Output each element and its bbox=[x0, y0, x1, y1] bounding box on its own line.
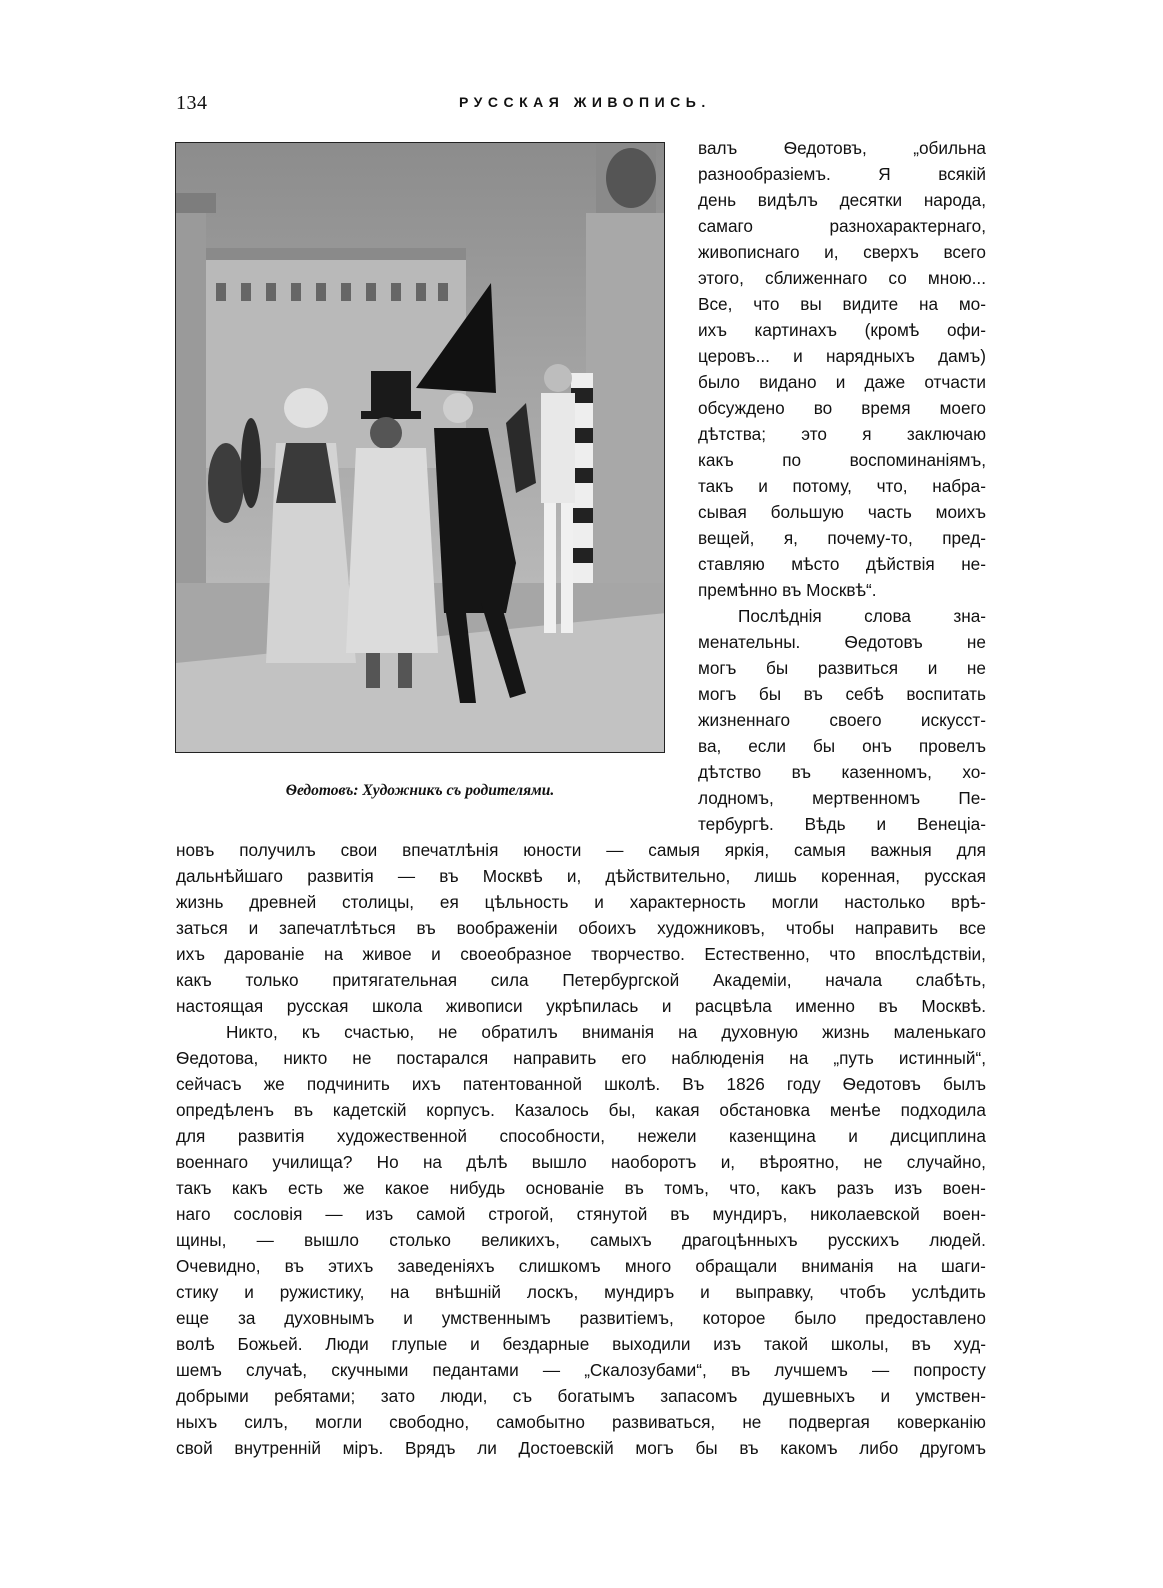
body-text-line: добрыми ребятами; зато люди, съ богатымъ запасомъ душевныхъ и умствен- bbox=[176, 1386, 986, 1406]
body-text-line: ныхъ силъ, могли свободно, самобытно развиваться, не подвергая коверканію bbox=[176, 1412, 986, 1432]
column-text-line: тербургѣ. Вѣдь и Венеціа- bbox=[698, 814, 986, 834]
body-text-line: наго сословія — изъ самой строгой, стянутой въ мундиръ, николаевской воен- bbox=[176, 1204, 986, 1224]
body-text-line: новъ получилъ свои впечатлѣнія юности — самыя яркія, самыя важныя для bbox=[176, 840, 986, 860]
page-number: 134 bbox=[176, 92, 208, 114]
body-text-line: сейчасъ же подчинить ихъ патентованной школѣ. Въ 1826 году Ѳедотовъ былъ bbox=[176, 1074, 986, 1094]
column-text-line: Послѣднія слова зна- bbox=[738, 606, 986, 626]
body-text-line: стику и ружистику, на внѣшній лоскъ, мундиръ и выправку, чтобъ услѣдить bbox=[176, 1282, 986, 1302]
column-text-line: обсуждено во время моего bbox=[698, 398, 986, 418]
body-text-line: щины, — вышло столько великихъ, самыхъ драгоцѣнныхъ русскихъ людей. bbox=[176, 1230, 986, 1250]
column-text-line: церовъ... и нарядныхъ дамъ) bbox=[698, 346, 986, 366]
column-text-line: ставляю мѣсто дѣйствія не- bbox=[698, 554, 986, 574]
body-text-line: такъ какъ есть же какое нибудь основаніе въ томъ, что, какъ разъ изъ воен- bbox=[176, 1178, 986, 1198]
body-text-line: ихъ дарованіе на живое и своеобразное творчество. Естественно, что впослѣдствіи, bbox=[176, 944, 986, 964]
column-text-line: дѣтства; это я заключаю bbox=[698, 424, 986, 444]
column-text-line: ва, если бы онъ провелъ bbox=[698, 736, 986, 756]
column-text-line: валъ Ѳедотовъ, „обильна bbox=[698, 138, 986, 158]
body-text-line: шемъ случаѣ, скучными педантами — „Скалозубами“, въ лучшемъ — попросту bbox=[176, 1360, 986, 1380]
column-text-line: живописнаго и, сверхъ всего bbox=[698, 242, 986, 262]
body-text-line: настоящая русская школа живописи укрѣпилась и расцвѣла именно въ Москвѣ. bbox=[176, 996, 986, 1016]
illustration bbox=[175, 142, 665, 753]
column-text-line: какъ по воспоминаніямъ, bbox=[698, 450, 986, 470]
column-text-line: премѣнно въ Москвѣ“. bbox=[698, 580, 877, 600]
running-title: РУССКАЯ ЖИВОПИСЬ. bbox=[459, 94, 711, 110]
body-text-line: жизнь древней столицы, ея цѣльность и характерность могли настолько врѣ- bbox=[176, 892, 986, 912]
body-text-line: какъ только притягательная сила Петербургской Академіи, начала слабѣть, bbox=[176, 970, 986, 990]
body-text-line: для развитія художественной способности, нежели казенщина и дисциплина bbox=[176, 1126, 986, 1146]
column-text-line: самаго разнохарактернаго, bbox=[698, 216, 986, 236]
column-text-line: день видѣлъ десятки народа, bbox=[698, 190, 986, 210]
column-text-line: разнообразіемъ. Я всякій bbox=[698, 164, 986, 184]
column-text-line: было видано и даже отчасти bbox=[698, 372, 986, 392]
body-text-line: свой внутренній міръ. Врядъ ли Достоевскій могъ бы въ какомъ либо другомъ bbox=[176, 1438, 986, 1458]
painting-artist-with-parents bbox=[176, 143, 665, 753]
body-text-line: еще за духовнымъ и умственнымъ развитіемъ, которое было предоставлено bbox=[176, 1308, 986, 1328]
column-text-line: сывая большую часть моихъ bbox=[698, 502, 986, 522]
column-text-line: этого, сближеннаго со мною... bbox=[698, 268, 986, 288]
column-text-line: менательны. Ѳедотовъ не bbox=[698, 632, 986, 652]
body-text-line: опредѣленъ въ кадетскій корпусъ. Казалось бы, какая обстановка менѣе подходила bbox=[176, 1100, 986, 1120]
body-text-line: волѣ Божьей. Люди глупые и бездарные выходили изъ такой школы, въ худ- bbox=[176, 1334, 986, 1354]
column-text-line: Все, что вы видите на мо- bbox=[698, 294, 986, 314]
column-text-line: лодномъ, мертвенномъ Пе- bbox=[698, 788, 986, 808]
body-text-line: дальнѣйшаго развитія — въ Москвѣ и, дѣйствительно, лишь коренная, русская bbox=[176, 866, 986, 886]
column-text-line: ихъ картинахъ (кромѣ офи- bbox=[698, 320, 986, 340]
column-text-line: могъ бы въ себѣ воспитать bbox=[698, 684, 986, 704]
column-text-line: вещей, я, почему-то, пред- bbox=[698, 528, 986, 548]
body-text-line: Очевидно, въ этихъ заведеніяхъ слишкомъ много обращали вниманія на шаги- bbox=[176, 1256, 986, 1276]
body-text-line: Ѳедотова, никто не постарался направить его наблюденія на „путь истинный“, bbox=[176, 1048, 986, 1068]
column-text-line: могъ бы развиться и не bbox=[698, 658, 986, 678]
body-text-line: военнаго училища? Но на дѣлѣ вышло наоборотъ и, вѣроятно, не случайно, bbox=[176, 1152, 986, 1172]
column-text-line: такъ и потому, что, набра- bbox=[698, 476, 986, 496]
figure-caption: Ѳедотовъ: Художникъ съ родителями. bbox=[285, 782, 555, 799]
column-text-line: дѣтство въ казенномъ, хо- bbox=[698, 762, 986, 782]
body-text-line: заться и запечатлѣться въ воображеніи обоихъ художниковъ, чтобы направить все bbox=[176, 918, 986, 938]
body-text-line: Никто, къ счастью, не обратилъ вниманія на духовную жизнь маленькаго bbox=[226, 1022, 986, 1042]
column-text-line: жизненнаго своего искусст- bbox=[698, 710, 986, 730]
